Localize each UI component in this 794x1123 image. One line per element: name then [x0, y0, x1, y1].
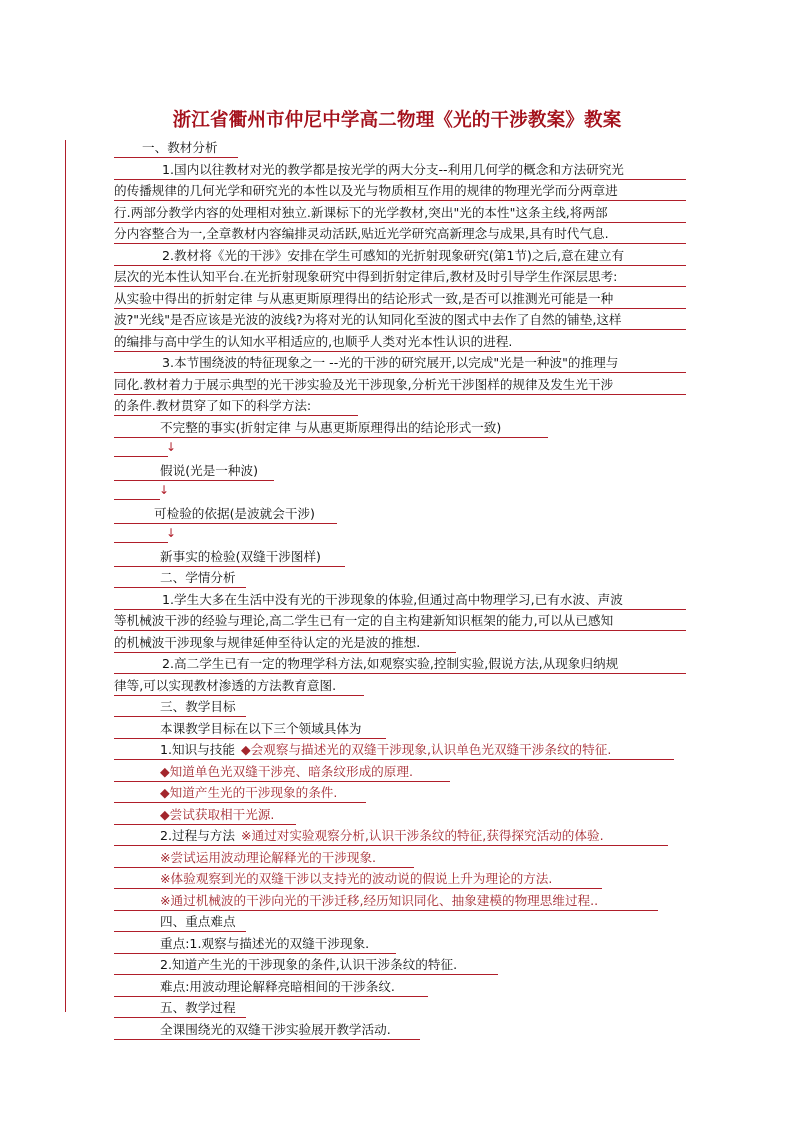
paragraph-line: 等机械波干涉的经验与理论,高二学生已有一定的自主构建新知识框架的能力,可以从已感知: [114, 612, 686, 634]
method-arrow: [114, 526, 686, 548]
paragraph-line: 同化.教材着力于展示典型的光干涉实验及光干涉现象,分析光干涉图样的规律及发生光干涉: [114, 376, 686, 398]
section-heading-5: 五、教学过程: [114, 999, 246, 1021]
down-arrow-icon: ↓: [166, 526, 177, 540]
section-heading-4: 四、重点难点: [114, 913, 246, 935]
difficulty-point: 难点:用波动理论解释亮暗相间的干涉条纹.: [114, 978, 428, 1000]
objective-item: ※尝试运用波动理论解释光的干涉现象.: [114, 849, 414, 871]
method-step-1: 不完整的事实(折射定律 与从惠更斯原理得出的结论形式一致): [114, 419, 548, 441]
teaching-process-intro: 全课围绕光的双缝干涉实验展开教学活动.: [114, 1021, 420, 1043]
paragraph-line: 2.高二学生已有一定的物理学科方法,如观察实验,控制实验,假说方法,从现象归纳规: [114, 655, 686, 677]
document-body: [114, 139, 686, 1042]
objective-item: ◆尝试获取相干光源.: [114, 806, 296, 828]
down-arrow-icon: ↓: [166, 440, 177, 454]
paragraph-line: 律等,可以实现教材渗透的方法教育意图.: [114, 677, 364, 699]
method-step-2: 假说(光是一种波): [114, 462, 274, 484]
key-point-1: 重点:1.观察与描述光的双缝干涉现象.: [114, 935, 396, 957]
paragraph-line: 的传播规律的几何光学和研究光的本性以及光与物质相互作用的规律的物理光学而分两章进: [114, 182, 686, 204]
objective-item: ◆知道产生光的干涉现象的条件.: [114, 784, 366, 806]
margin-rule: [65, 140, 66, 1012]
paragraph-line: 的编排与高中学生的认知水平相适应的,也顺乎人类对光本性认识的进程.: [114, 333, 560, 355]
document-title: 浙江省衢州市仲尼中学高二物理《光的干涉教案》教案: [172, 110, 622, 131]
paragraph-line: 的机械波干涉现象与规律延伸至待认定的光是波的推想.: [114, 634, 456, 656]
section-heading-1: 一、教材分析: [114, 139, 238, 161]
down-arrow-icon: ↓: [159, 483, 170, 497]
method-arrow: [114, 483, 686, 505]
section-heading-2: 二、学情分析: [114, 569, 246, 591]
objective-item: ◆知道单色光双缝干涉亮、暗条纹形成的原理.: [114, 763, 450, 785]
method-step-4: 新事实的检验(双缝干涉图样): [114, 548, 345, 570]
objective-method-line: 2.过程与方法 ※通过对实验观察分析,认识干涉条纹的特征,获得探究活动的体验.: [114, 827, 668, 849]
method-step-3: 可检验的依据(是波就会干涉): [114, 505, 337, 527]
paragraph-line: 1.学生大多在生活中没有光的干涉现象的体验,但通过高中物理学习,已有水波、声波: [114, 591, 686, 613]
objective-knowledge-line: 1.知识与技能 ◆会观察与描述光的双缝干涉现象,认识单色光双缝干涉条纹的特征.: [114, 741, 674, 763]
paragraph-line: 1.国内以往教材对光的教学都是按光学的两大分支--利用几何学的概念和方法研究光: [114, 161, 686, 183]
key-point-2: 2.知道产生光的干涉现象的条件,认识干涉条纹的特征.: [114, 956, 498, 978]
paragraph-line: 从实验中得出的折射定律 与从惠更斯原理得出的结论形式一致,是否可以推测光可能是一种: [114, 290, 686, 312]
paragraph-line: 的条件.教材贯穿了如下的科学方法:: [114, 397, 358, 419]
method-arrow: [114, 440, 686, 462]
objectives-intro: 本课教学目标在以下三个领域具体为: [114, 720, 386, 742]
objective-item: ※体验观察到光的双缝干涉以支持光的波动说的假说上升为理论的方法.: [114, 870, 602, 892]
paragraph-line: 层次的光本性认知平台.在光折射现象研究中得到折射定律后,教材及时引导学生作深层思考:: [114, 268, 686, 290]
objective-item: ※通过机械波的干涉向光的干涉迁移,经历知识同化、抽象建模的物理思维过程..: [114, 892, 658, 914]
section-heading-3: 三、教学目标: [114, 698, 246, 720]
paragraph-line: 分内容整合为一,全章教材内容编排灵动活跃,贴近光学研究高新理念与成果,具有时代气息.: [114, 225, 686, 247]
paragraph-line: 行.两部分教学内容的处理相对独立.新课标下的光学教材,突出"光的本性"这条主线,将两部: [114, 204, 686, 226]
paragraph-line: 波?"光线"是否应该是光波的波线?为将对光的认知同化至波的图式中去作了自然的铺垫,这样: [114, 311, 686, 333]
paragraph-line: 3.本节围绕波的特征现象之一 --光的干涉的研究展开,以完成"光是一种波"的推理与: [114, 354, 686, 376]
paragraph-line: 2.教材将《光的干涉》安排在学生可感知的光折射现象研究(第1节)之后,意在建立有: [114, 247, 686, 269]
